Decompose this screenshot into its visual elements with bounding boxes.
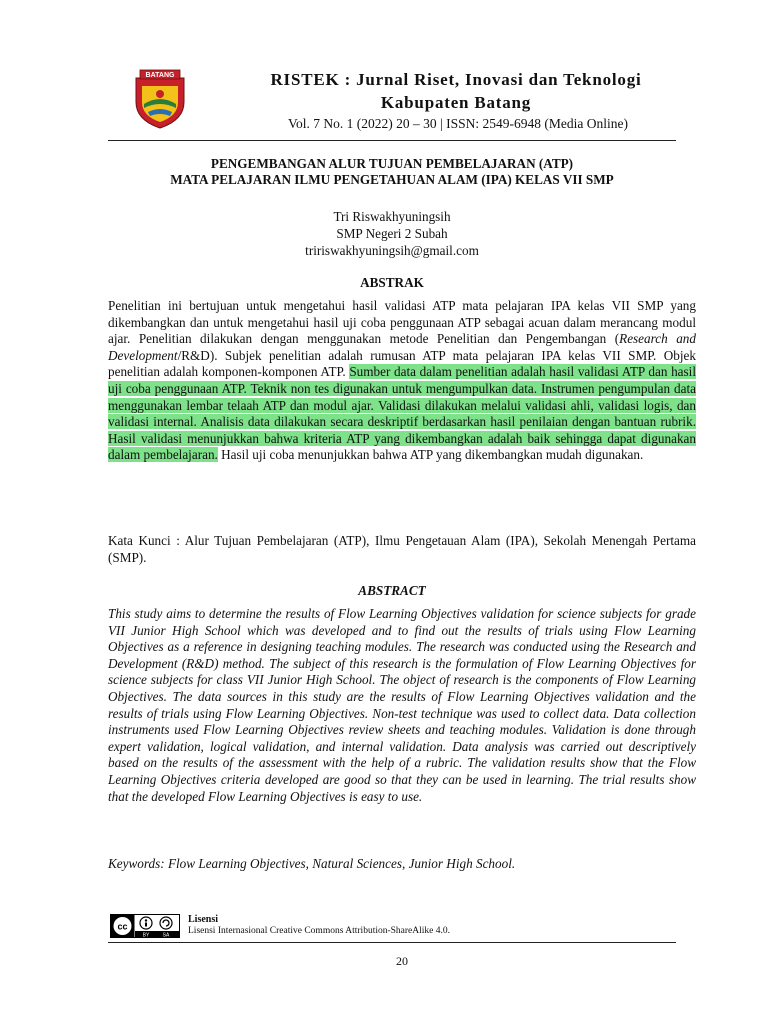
license-heading: Lisensi [188,914,219,925]
abstrak-body [108,298,696,464]
paper-title-line1: PENGEMBANGAN ALUR TUJUAN PEMBELAJARAN (ATP) [210,156,574,171]
svg-text:BY: BY [142,932,150,938]
journal-title [228,68,684,114]
author-affiliation: SMP Negeri 2 Subah [336,226,448,241]
paper-title-line2: MATA PELAJARAN ILMU PENGETAHUAN ALAM (IPA) KELAS VII SMP [170,172,614,187]
journal-title-line2: Kabupaten Batang [380,93,532,112]
abstract-keywords: Keywords: Flow Learning Objectives, Natural Sciences, Junior High School. [108,856,516,871]
svg-text:SA: SA [162,932,170,938]
author-email: tririswakhyuningsih@gmail.com [305,243,479,258]
author-block [108,208,676,259]
author-name: Tri Riswakhyuningsih [333,209,451,224]
svg-text:cc: cc [117,921,128,932]
abstrak-highlighted-text: Sumber data dalam penelitian adalah hasil validasi ATP dan hasil uji coba penggunaan ATP. Teknik non tes digunakan untuk mengumpulkan data. Instrumen pengumpulan data menggunakan lembar telaah ATP dan modul ajar. Validasi dilakukan melalui validasi ahli, validasi logis, dan validasi internal. Analisis data dilakukan secara deskriptif berdasarkan hasil penilaian dengan bantuan rubrik. Hasil validasi menunjukkan bahwa kriteria ATP yang dikembangkan adalah baik sehingga dapat digunakan dalam pembelajaran. [108,364,696,463]
page-number: 20 [396,954,408,968]
svg-text:BATANG: BATANG [145,72,175,79]
license-block [108,912,676,942]
batang-logo [134,68,186,130]
abstract-heading: ABSTRACT [358,583,426,598]
license-text[interactable]: Lisensi Internasional Creative Commons Attribution-ShareAlike 4.0. [188,926,450,936]
footer-rule [108,942,676,943]
abstrak-text-3: Hasil uji coba menunjukkan bahwa ATP yang dikembangkan mudah digunakan. [217,447,644,463]
abstrak-text-2: /R&D). Subjek penelitian adalah rumusan ATP mata pelajaran IPA kelas VII SMP. Objek penelitian adalah komponen-komponen ATP. [108,347,696,380]
abstrak-text-italic: Research and Development [108,331,696,363]
journal-title-line1: RISTEK : Jurnal Riset, Inovasi dan Teknologi [270,70,642,89]
header-rule [108,140,676,141]
paper-title [108,156,676,188]
abstrak-heading: ABSTRAK [360,275,424,290]
volume-issn-line: Vol. 7 No. 1 (2022) 20 – 30 | ISSN: 2549-6948 (Media Online) [288,116,628,131]
abstrak-text-1: Penelitian ini bertujuan untuk mengetahui hasil validasi ATP mata pelajaran IPA kelas VII SMP yang dikembangkan dan untuk mengetahui hasil uji coba penggunaan ATP sebagai acuan dalam merancang modul ajar. Penelitian dilakukan dengan menggunakan metode Penelitian dan Pengembangan ( [108,298,696,347]
cc-by-sa-badge-icon[interactable] [110,914,180,938]
abstrak-keywords: Kata Kunci : Alur Tujuan Pembelajaran (ATP), Ilmu Pengetauan Alam (IPA), Sekolah Menengah Pertama (SMP). [108,533,696,565]
abstract-body: This study aims to determine the results of Flow Learning Objectives validation for science subjects for grade VII Junior High School which was developed and to find out the results of trials using Flow Learning Objectives as a reference in designing teaching modules. The research was conducted using the Research and Development (R&D) method. The subject of this research is the formulation of Flow Learning Objectives for science subjects for class VII Junior High School. The object of research is the components of Flow Learning Objectives. The data sources in this study are the results of Flow Learning Objectives validation and the results of trials using Flow Learning Objectives. Non-test technique was used to collect data. Data collection instruments used Flow Learning Objectives review sheets and teaching modules. Validation is done through expert validation, logical validation, and internal validation. Data analysis was carried out descriptively based on the results of the assessment with the help of a rubric. The validation results show that the Flow Learning Objectives criteria developed are good so that they can be used in learning. The trial results show that the developed Flow Learning Objectives is easy to use. [108,606,696,804]
journal-header [108,64,676,140]
